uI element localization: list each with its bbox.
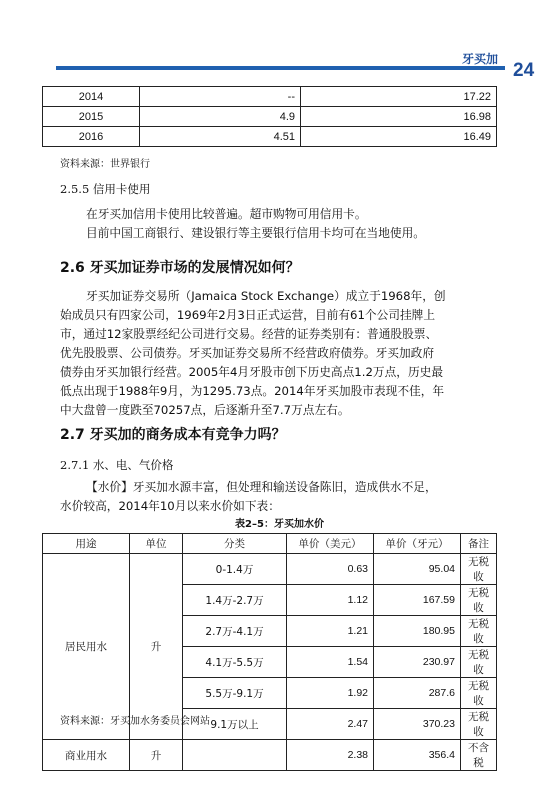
jmd-price-cell: 370.23 — [374, 709, 461, 740]
value-cell: 17.22 — [301, 87, 497, 107]
usd-price-cell: 1.54 — [287, 647, 374, 678]
section-2-5-5-heading: 2.5.5 信用卡使用 — [60, 182, 151, 196]
category-cell: 0-1.4万 — [183, 554, 287, 585]
paragraph-line: 始成员只有四家公司，1969年2月3日正式运营，目前有61个公司挂牌上 — [60, 308, 436, 322]
note-cell: 不含税 — [461, 740, 497, 771]
note-cell: 无税收 — [461, 554, 497, 585]
jmd-price-cell: 230.97 — [374, 647, 461, 678]
paragraph-line: 牙买加证券交易所（Jamaica Stock Exchange）成立于1968年，创 — [86, 289, 446, 303]
category-cell: 4.1万-5.5万 — [183, 647, 287, 678]
note-cell: 无税收 — [461, 616, 497, 647]
table1-source: 资料来源：世界银行 — [60, 159, 150, 170]
category-cell: 5.5万-9.1万 — [183, 678, 287, 709]
water-price-table — [42, 533, 497, 771]
value-cell: 16.49 — [301, 127, 497, 147]
usage-cell: 居民用水 — [43, 554, 130, 740]
paragraph-line: 在牙买加信用卡使用比较普遍。超市购物可用信用卡。 — [86, 207, 367, 221]
page-number: 24 — [513, 60, 535, 81]
column-header: 备注 — [461, 534, 497, 554]
usd-price-cell: 0.63 — [287, 554, 374, 585]
usd-price-cell: 1.12 — [287, 585, 374, 616]
gdp-table — [42, 86, 497, 147]
usd-price-cell: 2.47 — [287, 709, 374, 740]
value-cell: 4.9 — [140, 107, 301, 127]
paragraph-line: 【水价】牙买加水源丰富，但处理和输送设备陈旧，造成供水不足， — [86, 480, 437, 494]
usage-cell: 商业用水 — [43, 740, 130, 771]
table-row — [43, 87, 497, 107]
category-cell: 9.1万以上 — [183, 709, 287, 740]
unit-cell: 升 — [130, 554, 183, 740]
note-cell: 无税收 — [461, 647, 497, 678]
category-cell: 1.4万-2.7万 — [183, 585, 287, 616]
section-2-6-heading: 2.6 牙买加证券市场的发展情况如何？ — [60, 260, 300, 276]
paragraph-line: 低点出现于1988年9月，为1295.73点。2014年牙买加股市表现不佳，年 — [60, 384, 445, 398]
value-cell: 4.51 — [140, 127, 301, 147]
table-row — [43, 107, 497, 127]
value-cell: 16.98 — [301, 107, 497, 127]
column-header: 单价（牙元） — [374, 534, 461, 554]
year-cell: 2015 — [43, 107, 140, 127]
paragraph-line: 市，通过12家股票经纪公司进行交易。经营的证券类别有：普通股股票、 — [60, 327, 438, 341]
header-title: 牙买加 — [462, 52, 499, 66]
usd-price-cell: 1.21 — [287, 616, 374, 647]
unit-cell: 升 — [130, 740, 183, 771]
paragraph-line: 债券由牙买加银行经营。2005年4月牙股市创下历史高点1.2万点，历史最 — [60, 365, 444, 379]
paragraph-line: 中大盘曾一度跌至70257点，后逐渐升至7.7万点左右。 — [60, 403, 350, 417]
table-row — [43, 740, 497, 771]
year-cell: 2014 — [43, 87, 140, 107]
table-row — [43, 127, 497, 147]
table-header-row — [43, 534, 497, 554]
value-cell: -- — [140, 87, 301, 107]
table2-source: 资料来源：牙买加水务委员会网站 — [60, 716, 210, 727]
column-header: 单价（美元） — [287, 534, 374, 554]
jmd-price-cell: 95.04 — [374, 554, 461, 585]
section-2-7-1-heading: 2.7.1 水、电、气价格 — [60, 458, 174, 472]
jmd-price-cell: 356.4 — [374, 740, 461, 771]
header-rule — [56, 66, 505, 70]
section-2-6-paragraph — [60, 287, 515, 420]
note-cell: 无税收 — [461, 585, 497, 616]
jmd-price-cell: 287.6 — [374, 678, 461, 709]
table-row — [43, 554, 497, 585]
jmd-price-cell: 180.95 — [374, 616, 461, 647]
note-cell: 无税收 — [461, 709, 497, 740]
usd-price-cell: 1.92 — [287, 678, 374, 709]
category-cell — [183, 740, 287, 771]
column-header: 单位 — [130, 534, 183, 554]
table-caption: 表2–5：牙买加水价 — [235, 519, 324, 530]
paragraph-line: 目前中国工商银行、建设银行等主要银行信用卡均可在当地使用。 — [86, 226, 425, 240]
paragraph-line: 水价较高，2014年10月以来水价如下表： — [60, 499, 280, 513]
section-2-7-heading: 2.7 牙买加的商务成本有竞争力吗？ — [60, 427, 286, 443]
jmd-price-cell: 167.59 — [374, 585, 461, 616]
note-cell: 无税收 — [461, 678, 497, 709]
column-header: 分类 — [183, 534, 287, 554]
paragraph-line: 优先股股票、公司债券。牙买加证券交易所不经营政府债券。牙买加政府 — [60, 346, 435, 360]
usd-price-cell: 2.38 — [287, 740, 374, 771]
column-header: 用途 — [43, 534, 130, 554]
year-cell: 2016 — [43, 127, 140, 147]
category-cell: 2.7万-4.1万 — [183, 616, 287, 647]
